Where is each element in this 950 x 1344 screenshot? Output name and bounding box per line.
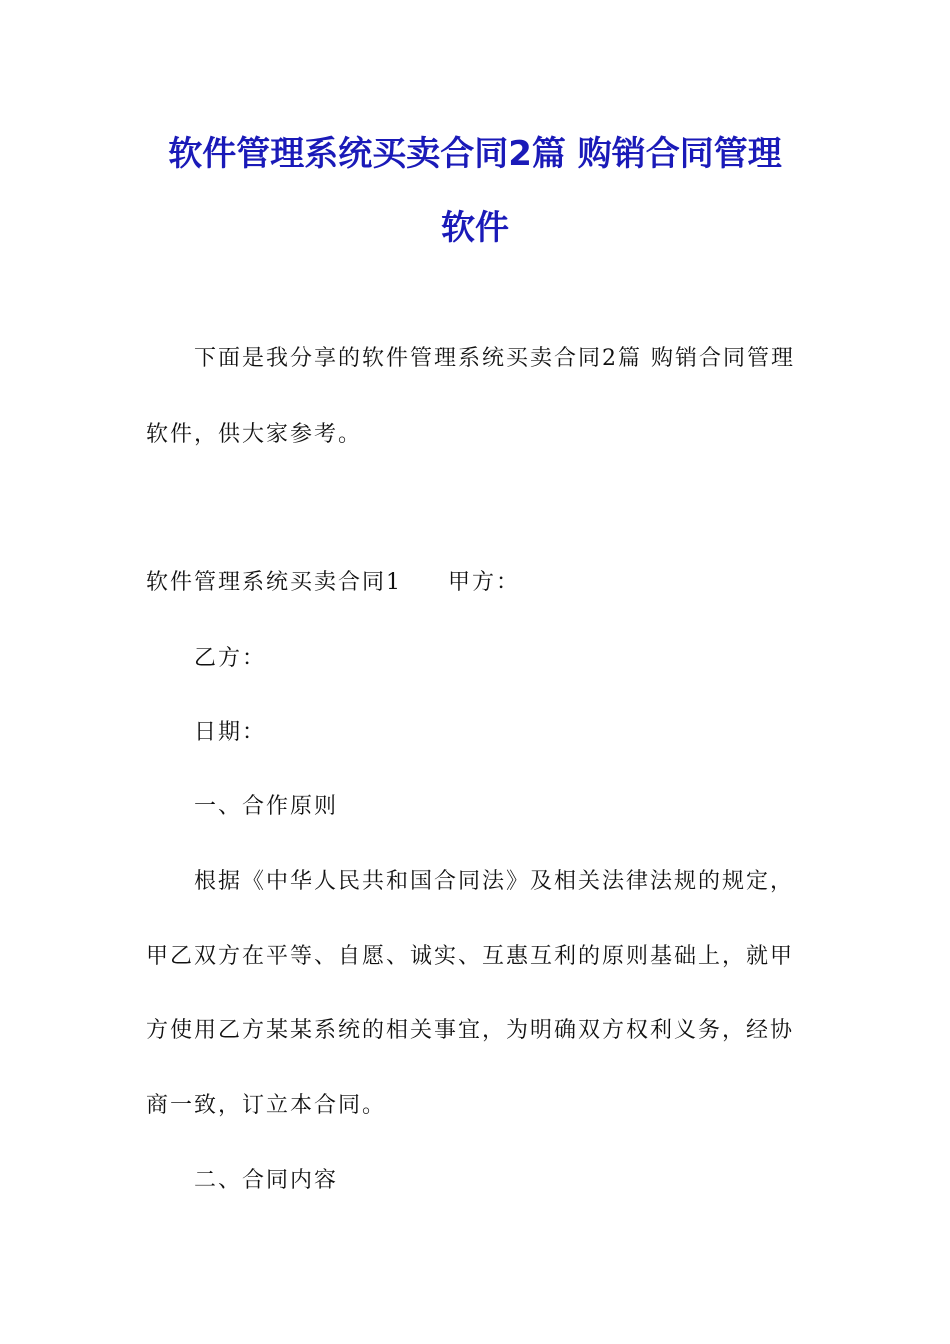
section-1-heading: 一、合作原则 — [194, 794, 339, 819]
party-b-label: 乙方： — [194, 646, 267, 671]
document-title-line-1: 软件管理系统买卖合同2篇 购销合同管理 — [168, 134, 782, 174]
section-2-heading: 二、合同内容 — [194, 1168, 339, 1193]
contract-heading: 软件管理系统买卖合同1 — [146, 570, 402, 595]
document-title-line-2: 软件 — [441, 208, 509, 248]
intro-line-2: 软件，供大家参考。 — [146, 422, 363, 447]
contract-heading-row — [146, 568, 520, 598]
paragraph-1-line-3: 方使用乙方某某系统的相关事宜，为明确双方权利义务，经协 — [146, 1018, 795, 1043]
paragraph-1-line-2: 甲乙双方在平等、自愿、诚实、互惠互利的原则基础上，就甲 — [146, 944, 795, 969]
party-a-label: 甲方： — [448, 570, 521, 595]
date-label: 日期： — [194, 720, 267, 745]
paragraph-1-line-1: 根据《中华人民共和国合同法》及相关法律法规的规定， — [194, 869, 795, 894]
intro-line-1: 下面是我分享的软件管理系统买卖合同2篇 购销合同管理 — [194, 346, 795, 371]
paragraph-1-line-4: 商一致，订立本合同。 — [146, 1093, 387, 1118]
